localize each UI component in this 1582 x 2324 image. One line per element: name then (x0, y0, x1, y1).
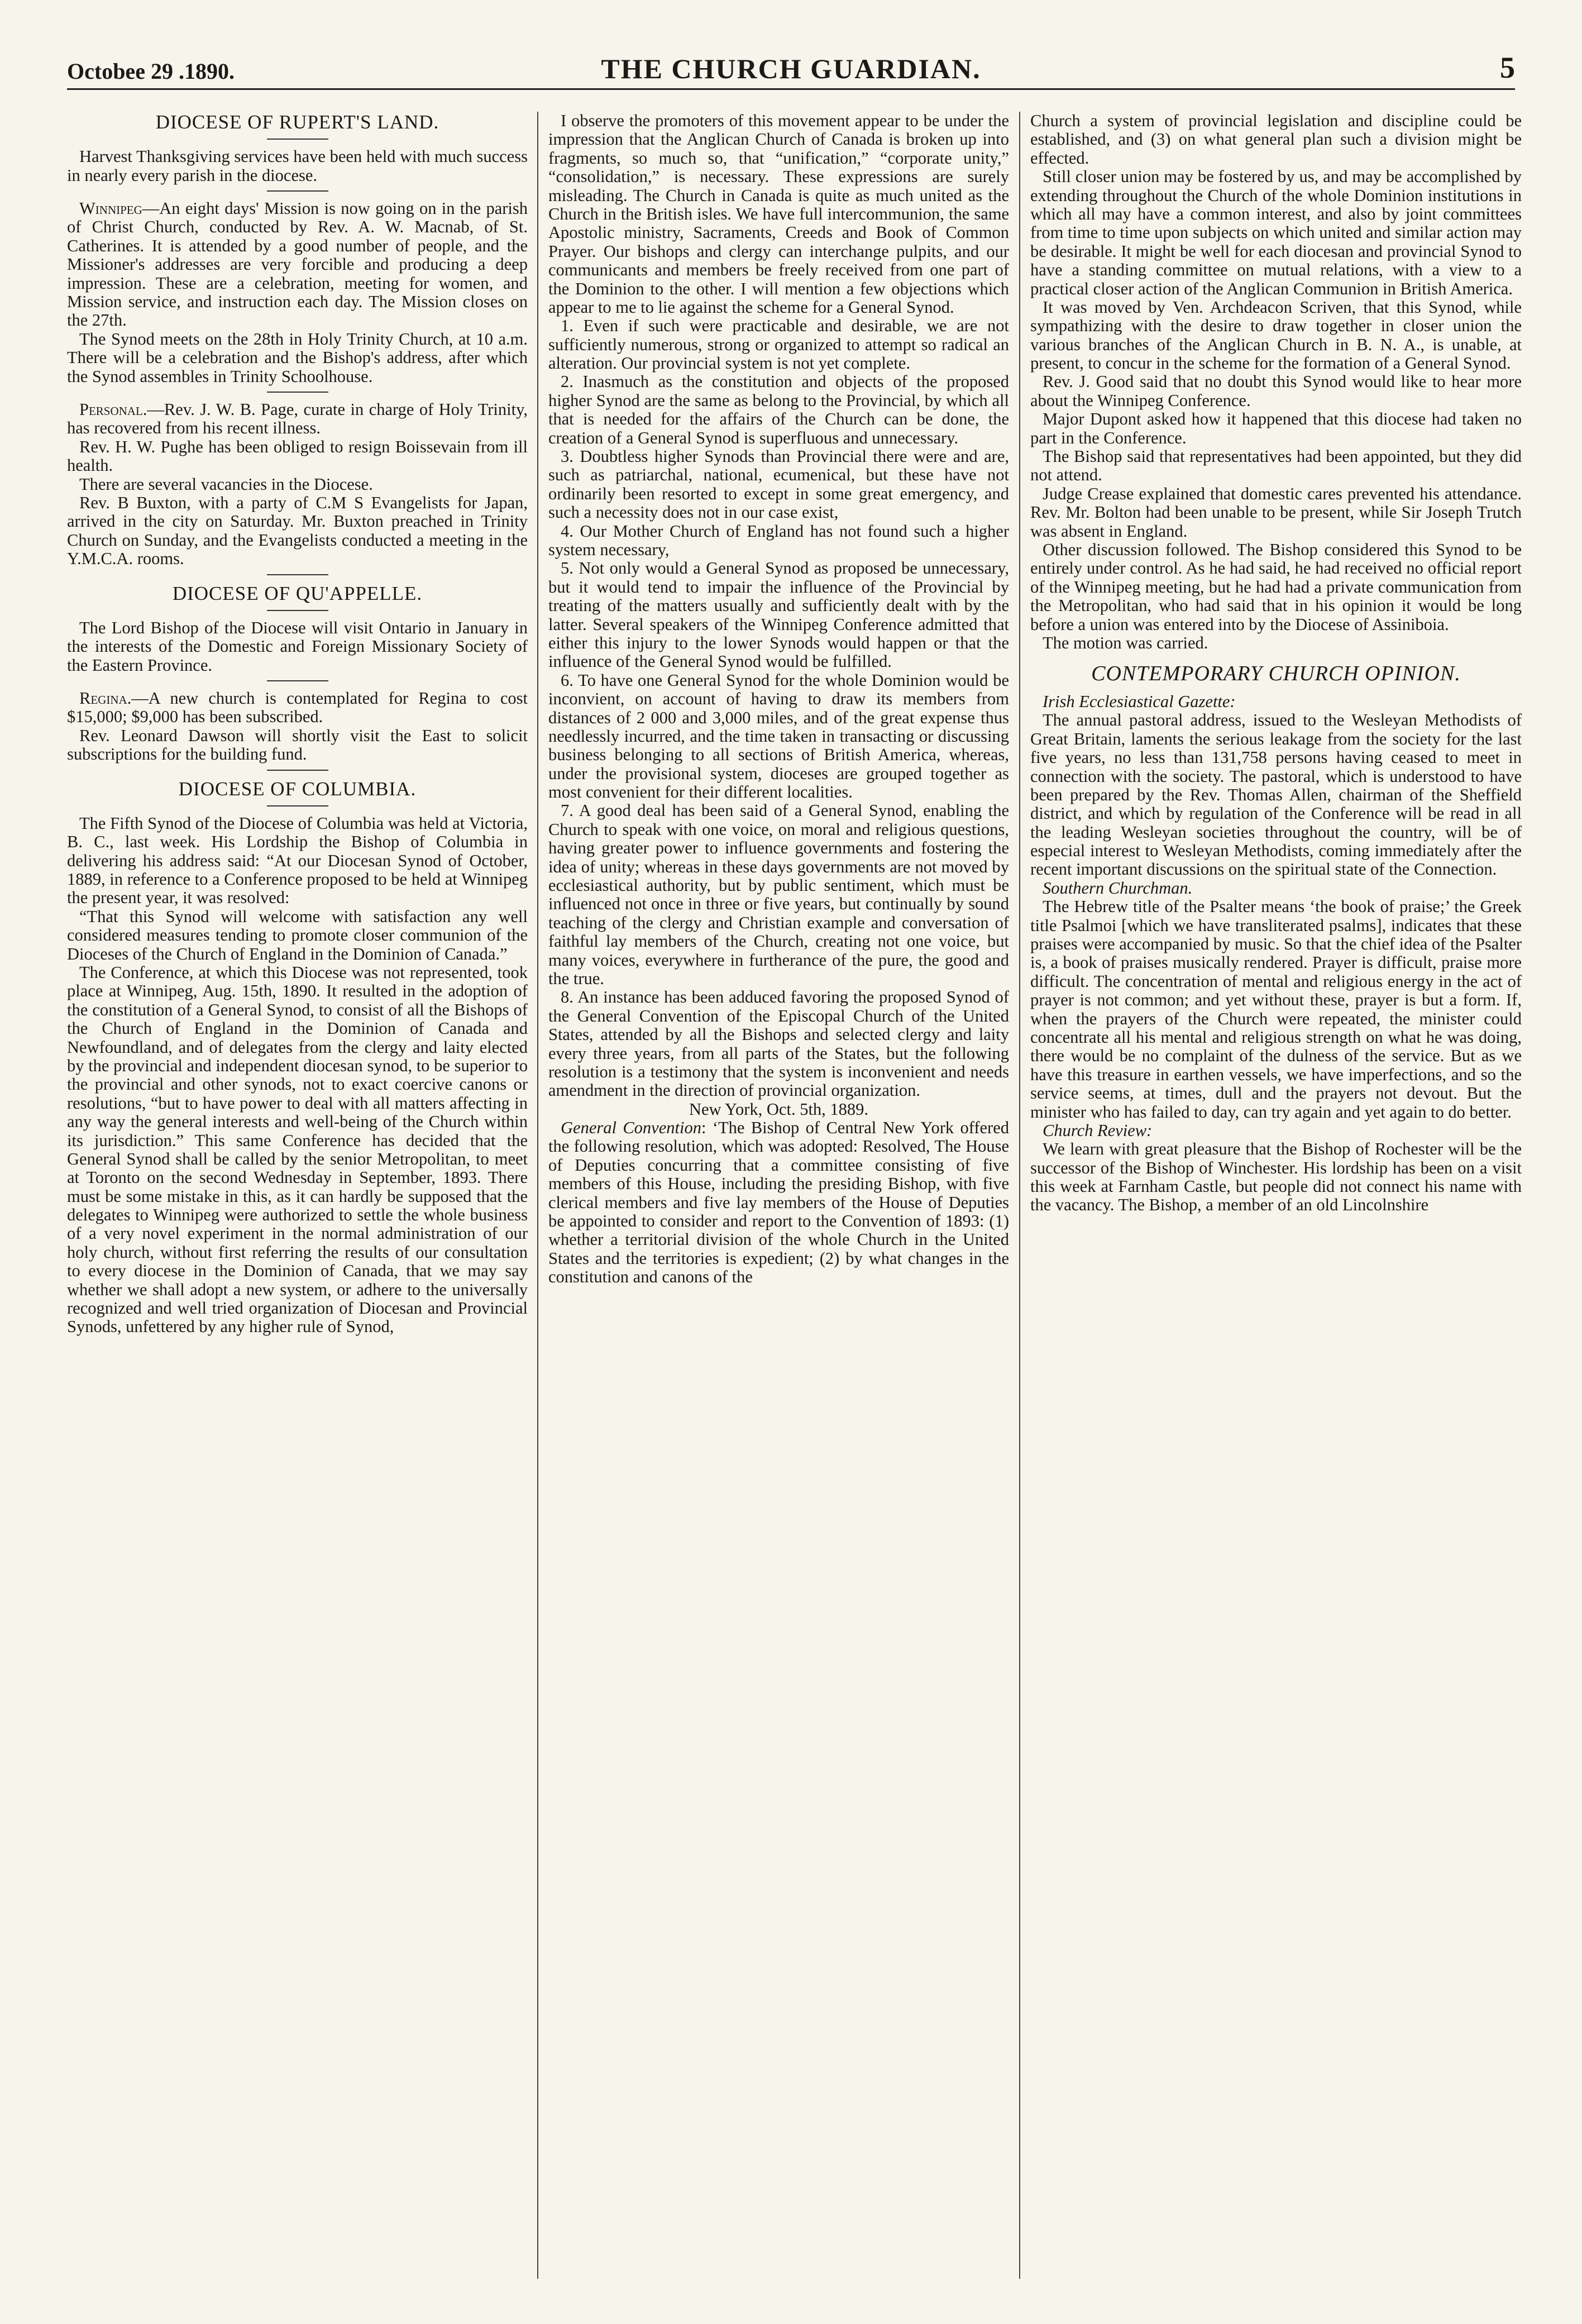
separator (267, 805, 328, 807)
article-paragraph (548, 1119, 1009, 1287)
article-paragraph (67, 199, 528, 330)
dateline: New York, Oct. 5th, 1889. (689, 1099, 869, 1119)
article-paragraph: The Synod meets on the 28th in Holy Trinity Church, at 10 a.m. There will be a celebration and the Bishop's address, after which the Synod assembles in Trinity Schoolhouse. (67, 329, 528, 386)
article-paragraph: Still closer union may be fostered by us, and may be accomplished by extending throughout the Church of the whole Dominion institutions in which all may have a common interest, and also by joint committees from time to time upon subjects on which united and similar action may be desirable. It might be well for each diocesan and provincial Synod to have a standing committee on mutual relations, with a view to a practical closer action of the Anglican Communion in British America. (1030, 167, 1522, 298)
paragraph-lead: Regina. (79, 689, 132, 708)
article-paragraph: We learn with great pleasure that the Bishop of Rochester will be the successor of the Bishop of Winchester. His lordship has been on a visit this week at Farnham Castle, but people did not connect his name with the vacancy. The Bishop, a member of an old Lincolnshire (1030, 1139, 1522, 1215)
article-paragraph: The Fifth Synod of the Diocese of Columbia was held at Victoria, B. C., last week. His Lordship the Bishop of Columbia in delivering his address said: “At our Diocesan Synod of October, 1889, in reference to a Conference proposed to be held at Winnipeg the present year, it was resolved: (67, 813, 528, 908)
objection-2: 2. Inasmuch as the constitution and objects of the proposed higher Synod are the same as belong to the Provincial, by which all that is needed for the affairs of the Church can be done, the creation of a General Synod is superfluous and unnecessary. (548, 372, 1009, 447)
paragraph-text: —An eight days' Mission is now going on in the parish of Christ Church, conducted by Rev. A. W. Macnab, of St. Catherines. It is attended by a good number of people, and the Missioner's addresses are very forcible and producing a deep impression. These are a celebration, meeting for women, and Mission service, and instruction each day. The Mission closes on the 27th. (67, 199, 528, 330)
section-heading-ruperts-land: DIOCESE OF RUPERT'S LAND. (155, 112, 439, 133)
issue-date: Octobee 29 .1890. (67, 59, 235, 84)
article-paragraph: Major Dupont asked how it happened that this diocese had taken no part in the Conference. (1030, 409, 1522, 447)
article-paragraph: Rev. Leonard Dawson will shortly visit the East to solicit subscriptions for the building fund. (67, 726, 528, 764)
newspaper-title: THE CHURCH GUARDIAN. (601, 53, 981, 84)
objection-5: 5. Not only would a General Synod as proposed be unnecessary, but it would tend to impair the influence of the Provincial by treating of the matters usually and sufficiently dealt with by the latter. Several speakers of the Winnipeg Conference admitted that either this injury to the lower Synods would happen or that the influence of the General Synod would be fulfilled. (548, 559, 1009, 671)
objection-1: 1. Even if such were practicable and desirable, we are not sufficiently numerous, strong or organized to attempt so radical an alteration. Our provincial system is not yet complete. (548, 316, 1009, 373)
column-rule (1019, 112, 1020, 2279)
separator (267, 680, 328, 681)
source-label: Irish Ecclesiastical Gazette: (1043, 691, 1236, 711)
section-heading-quappelle: DIOCESE OF QU'APPELLE. (172, 582, 423, 604)
objection-7: 7. A good deal has been said of a General Synod, enabling the Church to speak with one voice, on moral and religious questions, having greater power to influence governments and fostering the idea of unity; whereas in these days governments are not moved by ecclesiastical authority, but by public sentiment, which must be influenced not once in three or five years, but continually by sound teaching of the clergy and Christian example and conversation of faithful lay members of the Church, creating not one voice, but many voices, everywhere in furtherance of the pure, the good and the true. (548, 801, 1009, 988)
article-paragraph: Rev. B Buxton, with a party of C.M S Evangelists for Japan, arrived in the city on Saturday. Mr. Buxton preached in Trinity Church on Sunday, and the Evangelists conducted a meeting in the Y.M.C.A. rooms. (67, 493, 528, 569)
page-number: 5 (1500, 51, 1515, 84)
paragraph-lead: Personal. (79, 400, 147, 419)
article-paragraph: The Conference, at which this Diocese was not represented, took place at Winnipeg, Aug. 15th, 1890. It resulted in the adoption of the constitution of a General Synod, to consist of all the Bishops of the Church of England in the Dominion of Canada and Newfoundland, and of delegates from the clergy and laity elected by the provincial and independent diocesan synod, to be superior to the provincial and other synods, not to exact coercive canons or resolutions, “but to have power to deal with all matters affecting in any way the general interests and well-being of the Church within its jurisdiction.” This same Conference has decided that the General Synod shall be called by the senior Metropolitan, to meet at Toronto on the second Wednesday in September, 1893. There must be some mistake in this, as it can hardly be supposed that the delegates to Winnipeg were authorized to settle the whole business of a very novel experiment in the normal administration of our holy church, without first referring the results of our consultation to every diocese in the Dominion of Canada, that we may say whether we shall adopt a new system, or adhere to the universally recognized and well tried organization of Diocesan and Provincial Synods, unfettered by any higher rule of Synod, (67, 963, 528, 1337)
section-heading-columbia: DIOCESE OF COLUMBIA. (178, 777, 417, 800)
article-paragraph: Rev. H. W. Pughe has been obliged to resign Boissevain from ill health. (67, 437, 528, 475)
source-label: Church Review: (1043, 1120, 1153, 1140)
section-heading-contemporary-opinion: CONTEMPORARY CHURCH OPINION. (1091, 662, 1461, 686)
article-paragraph: Church a system of provincial legislation and discipline could be established, and (3) on what general plan such a division might be effected. (1030, 112, 1522, 168)
article-paragraph: Harvest Thanksgiving services have been held with much success in nearly every parish in the diocese. (67, 147, 528, 185)
separator (267, 190, 328, 192)
article-paragraph: The Bishop said that representatives had been appointed, but they did not attend. (1030, 447, 1522, 485)
objection-4: 4. Our Mother Church of England has not found such a higher system necessary, (548, 521, 1009, 559)
separator (267, 610, 328, 611)
separator (267, 139, 328, 140)
objection-3: 3. Doubtless higher Synods than Provincial there were and are, such as patriarchal, national, ecumenical, but these have not ordinarily been resorted to except in some great emergency, and such a necessity does not in our case exist, (548, 447, 1009, 522)
masthead (67, 32, 1515, 90)
column-3 (1030, 112, 1522, 2279)
article-paragraph: The Hebrew title of the Psalter means ‘the book of praise;’ the Greek title Psalmoi [which we have transliterated psalms], indicates that these praises were accompanied by music. So that the chief idea of the Psalter is, a book of praises musically rendered. Prayer is difficult, praise more difficult. The concentration of mental and religious energy in the act of prayer is not common; and yet without these, prayer is but a form. If, when the prayers of the Church were repeated, the minister could concentrate all his mental and religious strength on what he was doing, there would be no complaint of the dulness of the service. But as we have this treasure in earthen vessels, we have imperfections, and so the service seems, at times, dull and the prayers not devout. But the minister who has failed to day, can try again and yet again to do better. (1030, 897, 1522, 1122)
paragraph-text: : ‘The Bishop of Central New York offered the following resolution, which was adopted: Resolved, The House of Deputies concurring that a committee consisting of five members of this House, including the presiding Bishop, with five clerical members and five lay members of the House of Deputies be appointed to consider and report to the Convention of 1893: (1) whether a territorial division of the whole Church in the United States and the territories is expedient; (2) by what changes in the constitution and canons of the (548, 1118, 1009, 1287)
paragraph-lead: General Convention (561, 1118, 701, 1138)
article-paragraph: I observe the promoters of this movement appear to be under the impression that the Anglican Church of Canada is broken up into fragments, so much so, that “unification,” “corporate unity,” “consolidation,” is necessary. These expressions are surely misleading. The Church in Canada is quite as much united as the Church in the British isles. We have full intercommunion, the same Apostolic ministry, Sacraments, Creeds and Book of Common Prayer. Our bishops and clergy can interchange pulpits, and our communicants and members be freely received from one part of the Dominion to the other. I will mention a few objections which appear to me to lie against the scheme for a General Synod. (548, 112, 1009, 317)
article-paragraph: Other discussion followed. The Bishop considered this Synod to be entirely under control. As he had said, he had received no official report of the Winnipeg meeting, but he had had a private communication from the Metropolitan, who had said that in his opinion it would be long before a union was entered into by the Diocese of Assiniboia. (1030, 540, 1522, 634)
paragraph-text: —Rev. J. W. B. Page, curate in charge of Holy Trinity, has recovered from his recent illness. (67, 400, 528, 438)
paragraph-text: —A new church is contemplated for Regina to cost $15,000; $9,000 has been subscribed. (67, 689, 528, 727)
article-paragraph (67, 400, 528, 438)
article-paragraph: The Lord Bishop of the Diocese will visit Ontario in January in the interests of the Domestic and Foreign Missionary Society of the Eastern Province. (67, 618, 528, 675)
column-rule (537, 112, 538, 2279)
article-paragraph: There are several vacancies in the Diocese. (79, 474, 373, 494)
column-2 (548, 112, 1009, 2279)
article-paragraph: It was moved by Ven. Archdeacon Scriven, that this Synod, while sympathizing with the desire to draw together in closer union the various branches of the Anglican Church in B. N. A., is unable, at present, to concur in the scheme for the formation of a General Synod. (1030, 297, 1522, 373)
quoted-resolution: “That this Synod will welcome with satisfaction any well considered measures tending to promote closer communion of the Dioceses of the Church of England in the Dominion of Canada.” (67, 906, 528, 963)
source-label: Southern Churchman. (1043, 878, 1193, 898)
objection-8: 8. An instance has been adduced favoring the proposed Synod of the General Convention of the Episcopal Church of the United States, attended by all the Bishops and selected clergy and laity every three years, from all parts of the States, but the following resolution is a testimony that the system is inconvenient and needs amendment in the direction of provincial organization. (548, 987, 1009, 1100)
paragraph-lead: Winnipeg (79, 199, 142, 218)
article-paragraph: Rev. J. Good said that no doubt this Synod would like to hear more about the Winnipeg Conference. (1030, 372, 1522, 410)
separator (267, 770, 328, 771)
article-paragraph: The motion was carried. (1043, 633, 1208, 652)
objection-6: 6. To have one General Synod for the whole Dominion would be inconvient, on account of having to draw its members from distances of 2 000 and 3,000 miles, and of the great expense thus needlessly incurred, and the time taken in transacting or discussing business belonging to all sections of British America, whereas, under the provisional system, dioceses are grouped together as most convenient for their different localities. (548, 670, 1009, 802)
article-paragraph (67, 689, 528, 727)
column-1 (67, 112, 528, 2279)
article-paragraph: Judge Crease explained that domestic cares prevented his attendance. Rev. Mr. Bolton had been unable to be present, while Sir Joseph Trutch was absent in England. (1030, 484, 1522, 541)
article-paragraph: The annual pastoral address, issued to the Wesleyan Methodists of Great Britain, laments the serious leakage from the society for the last five years, no less than 131,758 persons having ceased to meet in connection with the society. The pastoral, which is understood to have been prepared by the Rev. Thomas Allen, chairman of the Sheffield district, and which by regulation of the Conference will be read in all the leading Wesleyan societies throughout the country, will be of especial interest to Wesleyan Methodists, coming immediately after the recent important discussions on the spiritual state of the Connection. (1030, 710, 1522, 879)
separator (267, 392, 328, 393)
separator (267, 574, 328, 575)
